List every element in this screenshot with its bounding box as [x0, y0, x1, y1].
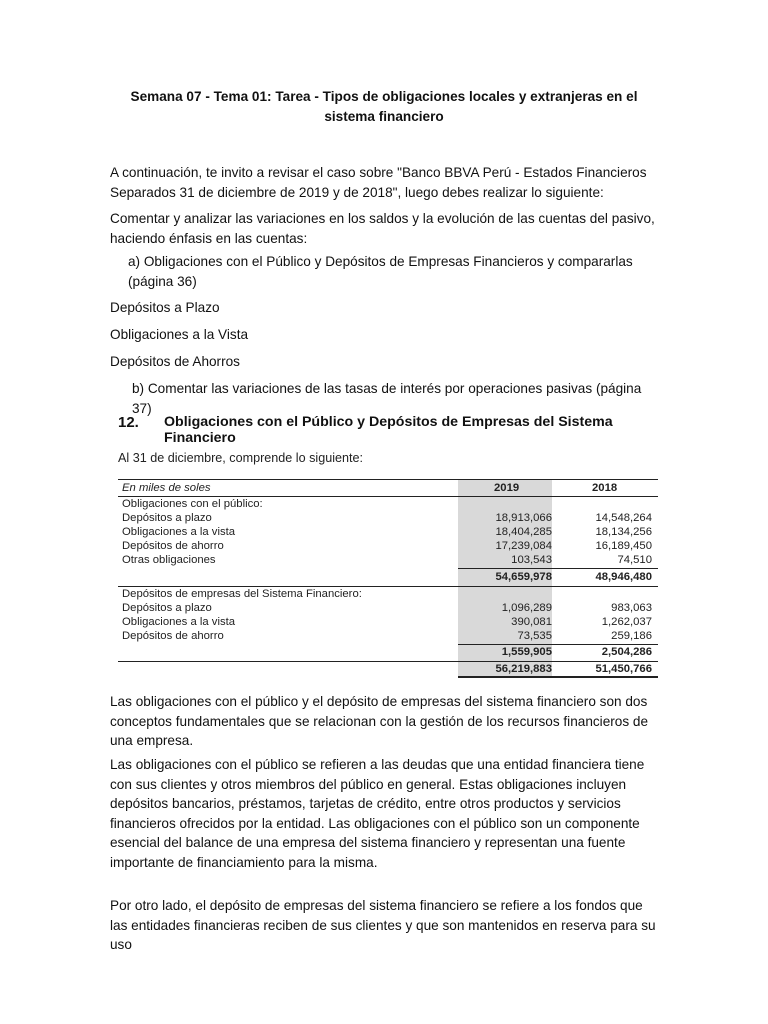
col-2019-header: 2019 [494, 482, 520, 494]
subtotal-2018: 2,504,286 [601, 646, 652, 658]
table-header-row [118, 481, 658, 495]
units-label: En miles de soles [122, 482, 211, 494]
intro-paragraph: A continuación, te invito a revisar el caso sobre "Banco BBVA Perú - Estados Financieros Separados 31 de diciembre de 2019 y de 2018", luego debes realizar lo siguiente: [110, 165, 647, 200]
table-subtitle: Al 31 de diciembre, comprende lo siguiente: [118, 451, 364, 465]
value-2018: 1,262,037 [601, 616, 652, 628]
subtotal-row [118, 645, 658, 659]
value-2018: 259,186 [611, 630, 652, 642]
table-row [118, 539, 658, 553]
table-title: Obligaciones con el Público y Depósitos de Empresas del Sistema Financiero [164, 414, 613, 446]
table-top-rule [118, 479, 658, 480]
value-2018: 18,134,256 [595, 526, 652, 538]
table-row [118, 525, 658, 539]
total-2019: 56,219,883 [495, 663, 552, 675]
total-2018: 51,450,766 [595, 663, 652, 675]
value-2019: 18,913,066 [495, 512, 552, 524]
item-a: a) Obligaciones con el Público y Depósitos de Empresas Financieros y compararlas (página 36) [128, 254, 633, 289]
table-row [118, 511, 658, 525]
value-2018: 983,063 [611, 602, 652, 614]
account-savings-deposits: Depósitos de Ahorros [110, 354, 240, 369]
account-deposits-term: Depósitos a Plazo [110, 300, 220, 315]
item-b: b) Comentar las variaciones de las tasas de interés por operaciones pasivas (página 37) [132, 381, 642, 416]
subtotal-row [118, 570, 658, 584]
subtotal-2019: 54,659,978 [495, 571, 552, 583]
row-label: Depósitos de ahorro [122, 630, 224, 642]
value-2018: 16,189,450 [595, 540, 652, 552]
subtotal-2018: 48,946,480 [595, 571, 652, 583]
table-row [118, 615, 658, 629]
total-bottom-rule [458, 676, 658, 678]
paragraph-1: Las obligaciones con el público y el depósito de empresas del sistema financiero son dos conceptos fundamentales que se relacionan con la gestión de los recursos financieros de una empresa. [110, 694, 649, 748]
row-label: Depósitos a plazo [122, 602, 212, 614]
value-2019: 103,543 [511, 554, 552, 566]
paragraph-2: Las obligaciones con el público se refieren a las deudas que una entidad financiera tiene con sus clientes y otros miembros del público en general. Estas obligaciones incluyen depósitos bancarios, préstamos, tarjetas de crédito, entre otros productos y servicios financieros ofrecidos por la entidad. Las obligaciones con el público son un componente esencial del balance de una empresa del sistema financiero y representan una fuente importante de financiamiento para la misma. [110, 757, 645, 870]
subtotal-rule [458, 568, 658, 569]
account-demand-obligations: Obligaciones a la Vista [110, 327, 249, 342]
section-companies-label: Depósitos de empresas del Sistema Financiero: [122, 588, 362, 600]
row-label: Depósitos a plazo [122, 512, 212, 524]
section-label [118, 587, 658, 601]
table-row [118, 629, 658, 643]
value-2019: 1,096,289 [501, 602, 552, 614]
section-label [118, 497, 658, 511]
value-2018: 14,548,264 [595, 512, 652, 524]
table-number: 12. [118, 414, 139, 431]
subtotal-2019: 1,559,905 [501, 646, 552, 658]
total-row [118, 662, 658, 676]
page-title: Semana 07 - Tema 01: Tarea - Tipos de obligaciones locales y extranjeras en el sistema financiero [130, 89, 638, 124]
value-2018: 74,510 [617, 554, 652, 566]
financial-table [118, 476, 658, 680]
row-label: Obligaciones a la vista [122, 616, 236, 628]
section-public-label: Obligaciones con el público: [122, 498, 263, 510]
value-2019: 17,239,084 [495, 540, 552, 552]
value-2019: 390,081 [511, 616, 552, 628]
instruction-paragraph: Comentar y analizar las variaciones en los saldos y la evolución de las cuentas del pasivo, haciendo énfasis en las cuentas: [110, 211, 655, 246]
row-label: Depósitos de ahorro [122, 540, 224, 552]
value-2019: 73,535 [517, 630, 552, 642]
col-2018-header: 2018 [592, 482, 618, 494]
row-label: Obligaciones a la vista [122, 526, 236, 538]
row-label: Otras obligaciones [122, 554, 216, 566]
table-row [118, 601, 658, 615]
table-row [118, 553, 658, 567]
value-2019: 18,404,285 [495, 526, 552, 538]
paragraph-3: Por otro lado, el depósito de empresas del sistema financiero se refiere a los fondos que las entidades financieras reciben de sus clientes y que son mantenidos en reserva para su uso [110, 898, 656, 952]
